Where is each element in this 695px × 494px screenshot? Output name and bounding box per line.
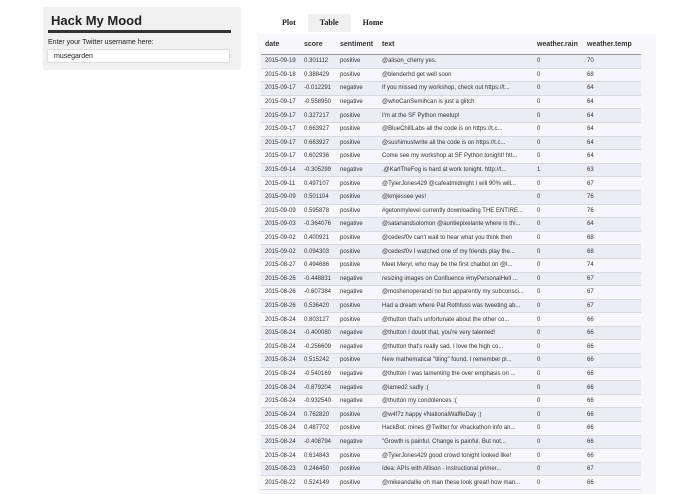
score-cell: -0.364076 (300, 218, 336, 232)
temp-cell: 64 (583, 136, 641, 150)
date-cell: 2015-08-24 (261, 422, 300, 436)
table-row (261, 299, 641, 313)
temp-cell: 67 (583, 462, 641, 476)
temp-cell: 66 (583, 408, 641, 422)
date-cell: 2015-09-17 (261, 95, 300, 109)
table-row (261, 204, 641, 218)
date-cell: 2015-09-02 (261, 231, 300, 245)
sentiment-cell: negative (336, 394, 378, 408)
title-underline (48, 30, 231, 33)
sentiment-cell: positive (336, 55, 378, 69)
date-cell: 2015-08-22 (261, 476, 300, 490)
rain-cell: 0 (533, 204, 583, 218)
rain-cell: 0 (533, 190, 583, 204)
sentiment-cell: negative (336, 326, 378, 340)
date-cell: 2015-09-11 (261, 177, 300, 191)
temp-cell: 66 (583, 435, 641, 449)
date-cell: 2015-08-24 (261, 354, 300, 368)
table-row (261, 354, 641, 368)
rain-cell: 1 (533, 163, 583, 177)
sentiment-cell: positive (336, 449, 378, 463)
date-cell: 2015-09-09 (261, 190, 300, 204)
score-cell: 0.595878 (300, 204, 336, 218)
temp-cell: 68 (583, 231, 641, 245)
rain-cell: 0 (533, 245, 583, 259)
tab-plot[interactable]: Plot (282, 18, 296, 27)
score-cell: 0.515242 (300, 354, 336, 368)
text-cell: @thutton that's really sad. I love the high co... (378, 340, 533, 354)
temp-cell: 66 (583, 313, 641, 327)
rain-cell: 0 (533, 381, 583, 395)
text-cell: @alison_cherry yes. (378, 55, 533, 69)
column-header-weather-temp[interactable]: weather.temp (583, 34, 641, 55)
score-cell: 0.497107 (300, 177, 336, 191)
temp-cell: 76 (583, 190, 641, 204)
date-cell: 2015-08-26 (261, 286, 300, 300)
column-header-date[interactable]: date (261, 34, 300, 55)
text-cell: @TylerJones429 good crowd tonight looked like! (378, 449, 533, 463)
column-header-text[interactable]: text (378, 34, 533, 55)
score-cell: -0.408794 (300, 435, 336, 449)
temp-cell: 64 (583, 150, 641, 164)
table-row (261, 190, 641, 204)
score-cell: 0.400921 (300, 231, 336, 245)
rain-cell: 0 (533, 122, 583, 136)
text-cell: HackBot: mines @Twitter for #hackathon info an... (378, 422, 533, 436)
table-row (261, 313, 641, 327)
score-cell: 0.663927 (300, 122, 336, 136)
text-cell: Come see my workshop at SF Python tonight! htt... (378, 150, 533, 164)
date-cell: 2015-08-26 (261, 272, 300, 286)
score-cell: 0.614843 (300, 449, 336, 463)
text-cell: @thutton I doubt that, you're very talented! (378, 326, 533, 340)
date-cell: 2015-08-24 (261, 326, 300, 340)
sentiment-cell: positive (336, 136, 378, 150)
rain-cell: 0 (533, 367, 583, 381)
sentiment-cell: positive (336, 422, 378, 436)
date-cell: 2015-09-18 (261, 68, 300, 82)
text-cell: Idea: APIs with Allison - instructional primer... (378, 462, 533, 476)
text-cell: @w4f7z happy #NationalWaffleDay ;) (378, 408, 533, 422)
table-row (261, 462, 641, 476)
rain-cell: 0 (533, 258, 583, 272)
tab-bar (270, 14, 395, 32)
sentiment-cell: negative (336, 381, 378, 395)
score-cell: -0.305299 (300, 163, 336, 177)
sentiment-cell: positive (336, 68, 378, 82)
date-cell: 2015-08-26 (261, 299, 300, 313)
date-cell: 2015-09-19 (261, 55, 300, 69)
date-cell: 2015-08-24 (261, 435, 300, 449)
score-cell: -0.607384 (300, 286, 336, 300)
date-cell: 2015-08-24 (261, 381, 300, 395)
rain-cell: 0 (533, 218, 583, 232)
text-cell: @mikeandallie oh man these look great! how man... (378, 476, 533, 490)
date-cell: 2015-08-24 (261, 408, 300, 422)
text-cell: @thutton that's unfortunate about the other co... (378, 313, 533, 327)
table-row (261, 245, 641, 259)
table-row (261, 218, 641, 232)
date-cell: 2015-09-17 (261, 150, 300, 164)
table-row (261, 286, 641, 300)
rain-cell: 0 (533, 109, 583, 123)
temp-cell: 67 (583, 272, 641, 286)
text-cell: resizing images on Confluence #myPersonalHell ... (378, 272, 533, 286)
date-cell: 2015-08-24 (261, 340, 300, 354)
score-cell: -0.256609 (300, 340, 336, 354)
temp-cell: 66 (583, 381, 641, 395)
temp-cell: 64 (583, 95, 641, 109)
temp-cell: 70 (583, 55, 641, 69)
temp-cell: 74 (583, 258, 641, 272)
temp-cell: 66 (583, 449, 641, 463)
table-row (261, 449, 641, 463)
text-cell: @sushimustwrite all the code is on https://t.c... (378, 136, 533, 150)
score-cell: 0.327217 (300, 109, 336, 123)
temp-cell: 68 (583, 245, 641, 259)
text-cell: @iamed2 sadly :( (378, 381, 533, 395)
rain-cell: 0 (533, 340, 583, 354)
date-cell: 2015-08-24 (261, 367, 300, 381)
score-cell: 0.487702 (300, 422, 336, 436)
text-cell: @kmjessee yes! (378, 190, 533, 204)
date-cell: 2015-09-17 (261, 109, 300, 123)
temp-cell: 67 (583, 299, 641, 313)
score-cell: 0.663927 (300, 136, 336, 150)
text-cell: @thutton I was lamenting the over emphasis on ... (378, 367, 533, 381)
table-row (261, 68, 641, 82)
rain-cell: 0 (533, 299, 583, 313)
score-cell: -0.879204 (300, 381, 336, 395)
sentiment-cell: negative (336, 272, 378, 286)
sentiment-cell: negative (336, 286, 378, 300)
temp-cell: 67 (583, 286, 641, 300)
sentiment-cell: positive (336, 408, 378, 422)
rain-cell: 0 (533, 408, 583, 422)
sentiment-cell: negative (336, 95, 378, 109)
rain-cell: 0 (533, 462, 583, 476)
table-row (261, 177, 641, 191)
table-row (261, 150, 641, 164)
sentiment-cell: positive (336, 462, 378, 476)
sentiment-cell: positive (336, 109, 378, 123)
score-cell: 0.388429 (300, 68, 336, 82)
score-cell: 0.524149 (300, 476, 336, 490)
table-row (261, 95, 641, 109)
sentiment-cell: negative (336, 435, 378, 449)
column-header-sentiment[interactable]: sentiment (336, 34, 378, 55)
username-label: Enter your Twitter username here: (48, 39, 154, 46)
rain-cell: 0 (533, 177, 583, 191)
table-row (261, 82, 641, 96)
text-cell: If you missed my workshop, check out https://t... (378, 82, 533, 96)
text-cell: @cedesf0v I watched one of my friends play the... (378, 245, 533, 259)
date-cell: 2015-08-23 (261, 462, 300, 476)
table-row (261, 381, 641, 395)
rain-cell: 0 (533, 55, 583, 69)
app-title: Hack My Mood (51, 13, 143, 28)
rain-cell: 0 (533, 95, 583, 109)
sentiment-cell: positive (336, 122, 378, 136)
column-header-weather-rain[interactable]: weather.rain (533, 34, 583, 55)
score-cell: 0.094303 (300, 245, 336, 259)
rain-cell: 0 (533, 476, 583, 490)
sentiment-cell: positive (336, 313, 378, 327)
table-row (261, 231, 641, 245)
temp-cell: 63 (583, 163, 641, 177)
score-cell: 0.501104 (300, 190, 336, 204)
text-cell: @TylerJones429 @cafeatmidnight I will 90% will... (378, 177, 533, 191)
sentiment-cell: negative (336, 218, 378, 232)
score-cell: -0.932540 (300, 394, 336, 408)
temp-cell: 64 (583, 122, 641, 136)
text-cell: Had a dream where Pat Rothfuss was tweeting ab... (378, 299, 533, 313)
table-header-row (261, 34, 641, 55)
sentiment-cell: positive (336, 150, 378, 164)
tweets-table (261, 34, 641, 490)
sentiment-cell: positive (336, 190, 378, 204)
date-cell: 2015-08-24 (261, 449, 300, 463)
text-cell: Meet Meryl, who may be the first chatbot on @l... (378, 258, 533, 272)
rain-cell: 0 (533, 354, 583, 368)
table-row (261, 326, 641, 340)
text-cell: New mathematical "tiling" found. I remember pl... (378, 354, 533, 368)
table-row (261, 367, 641, 381)
table-row (261, 163, 641, 177)
sentiment-cell: negative (336, 367, 378, 381)
rain-cell: 0 (533, 313, 583, 327)
score-cell: 0.602936 (300, 150, 336, 164)
rain-cell: 0 (533, 435, 583, 449)
temp-cell: 66 (583, 476, 641, 490)
date-cell: 2015-08-27 (261, 258, 300, 272)
temp-cell: 68 (583, 68, 641, 82)
sentiment-cell: positive (336, 258, 378, 272)
sentiment-cell: positive (336, 354, 378, 368)
tab-table[interactable]: Table (308, 14, 351, 32)
rain-cell: 0 (533, 286, 583, 300)
rain-cell: 0 (533, 231, 583, 245)
sentiment-cell: positive (336, 177, 378, 191)
score-cell: -0.400080 (300, 326, 336, 340)
text-cell: #getonmylevel currently downloading THE ENTIRE... (378, 204, 533, 218)
sentiment-cell: negative (336, 82, 378, 96)
rain-cell: 0 (533, 150, 583, 164)
score-cell: 0.494686 (300, 258, 336, 272)
table-row (261, 435, 641, 449)
date-cell: 2015-09-17 (261, 82, 300, 96)
score-cell: 0.536420 (300, 299, 336, 313)
text-cell: @satanandsolomon @auntiepixelante where is thi... (378, 218, 533, 232)
temp-cell: 66 (583, 367, 641, 381)
table-row (261, 272, 641, 286)
rain-cell: 0 (533, 326, 583, 340)
temp-cell: 64 (583, 218, 641, 232)
text-cell: "Growth is painful. Change is painful. But not... (378, 435, 533, 449)
date-cell: 2015-08-24 (261, 394, 300, 408)
score-cell: 0.246450 (300, 462, 336, 476)
score-cell: -0.540169 (300, 367, 336, 381)
text-cell: I'm at the SF Python meetup! (378, 109, 533, 123)
temp-cell: 67 (583, 177, 641, 191)
score-cell: 0.301112 (300, 55, 336, 69)
text-cell: @BlueChillLabs all the code is on https://t.c... (378, 122, 533, 136)
table-row (261, 109, 641, 123)
table-row (261, 408, 641, 422)
table-row (261, 422, 641, 436)
date-cell: 2015-09-09 (261, 204, 300, 218)
temp-cell: 64 (583, 109, 641, 123)
rain-cell: 0 (533, 422, 583, 436)
username-input[interactable] (47, 49, 230, 63)
sentiment-cell: positive (336, 204, 378, 218)
sentiment-cell: positive (336, 245, 378, 259)
column-header-score[interactable]: score (300, 34, 336, 55)
sentiment-cell: positive (336, 299, 378, 313)
temp-cell: 66 (583, 326, 641, 340)
date-cell: 2015-09-02 (261, 245, 300, 259)
table-row (261, 136, 641, 150)
text-cell: @blenderhd get well soon (378, 68, 533, 82)
table-row (261, 258, 641, 272)
text-cell: .@KarlTheFog is hard at work tonight. http://t... (378, 163, 533, 177)
table-row (261, 55, 641, 69)
table-row (261, 340, 641, 354)
score-cell: 0.803127 (300, 313, 336, 327)
table-row (261, 122, 641, 136)
score-cell: -0.558950 (300, 95, 336, 109)
date-cell: 2015-09-14 (261, 163, 300, 177)
rain-cell: 0 (533, 394, 583, 408)
date-cell: 2015-08-24 (261, 313, 300, 327)
sentiment-cell: negative (336, 340, 378, 354)
sentiment-cell: positive (336, 476, 378, 490)
text-cell: @thutton my condolences :( (378, 394, 533, 408)
table-row (261, 394, 641, 408)
rain-cell: 0 (533, 82, 583, 96)
text-cell: @cedesf0v can't wait to hear what you think then (378, 231, 533, 245)
temp-cell: 66 (583, 394, 641, 408)
temp-cell: 66 (583, 354, 641, 368)
sentiment-cell: negative (336, 163, 378, 177)
table-body (261, 55, 641, 490)
rain-cell: 0 (533, 68, 583, 82)
temp-cell: 66 (583, 340, 641, 354)
score-cell: -0.448831 (300, 272, 336, 286)
sentiment-cell: positive (336, 231, 378, 245)
text-cell: @moshenoperandi no but apparently my subconsci... (378, 286, 533, 300)
sidebar-panel (43, 7, 241, 70)
score-cell: 0.762820 (300, 408, 336, 422)
tab-home[interactable]: Home (362, 18, 384, 27)
date-cell: 2015-09-17 (261, 136, 300, 150)
temp-cell: 64 (583, 82, 641, 96)
data-table-container (258, 34, 656, 494)
text-cell: @whoCanSemihcan is just a glitch (378, 95, 533, 109)
temp-cell: 66 (583, 422, 641, 436)
temp-cell: 76 (583, 204, 641, 218)
rain-cell: 0 (533, 272, 583, 286)
date-cell: 2015-09-17 (261, 122, 300, 136)
rain-cell: 0 (533, 136, 583, 150)
date-cell: 2015-09-03 (261, 218, 300, 232)
rain-cell: 0 (533, 449, 583, 463)
table-row (261, 476, 641, 490)
score-cell: -0.012291 (300, 82, 336, 96)
